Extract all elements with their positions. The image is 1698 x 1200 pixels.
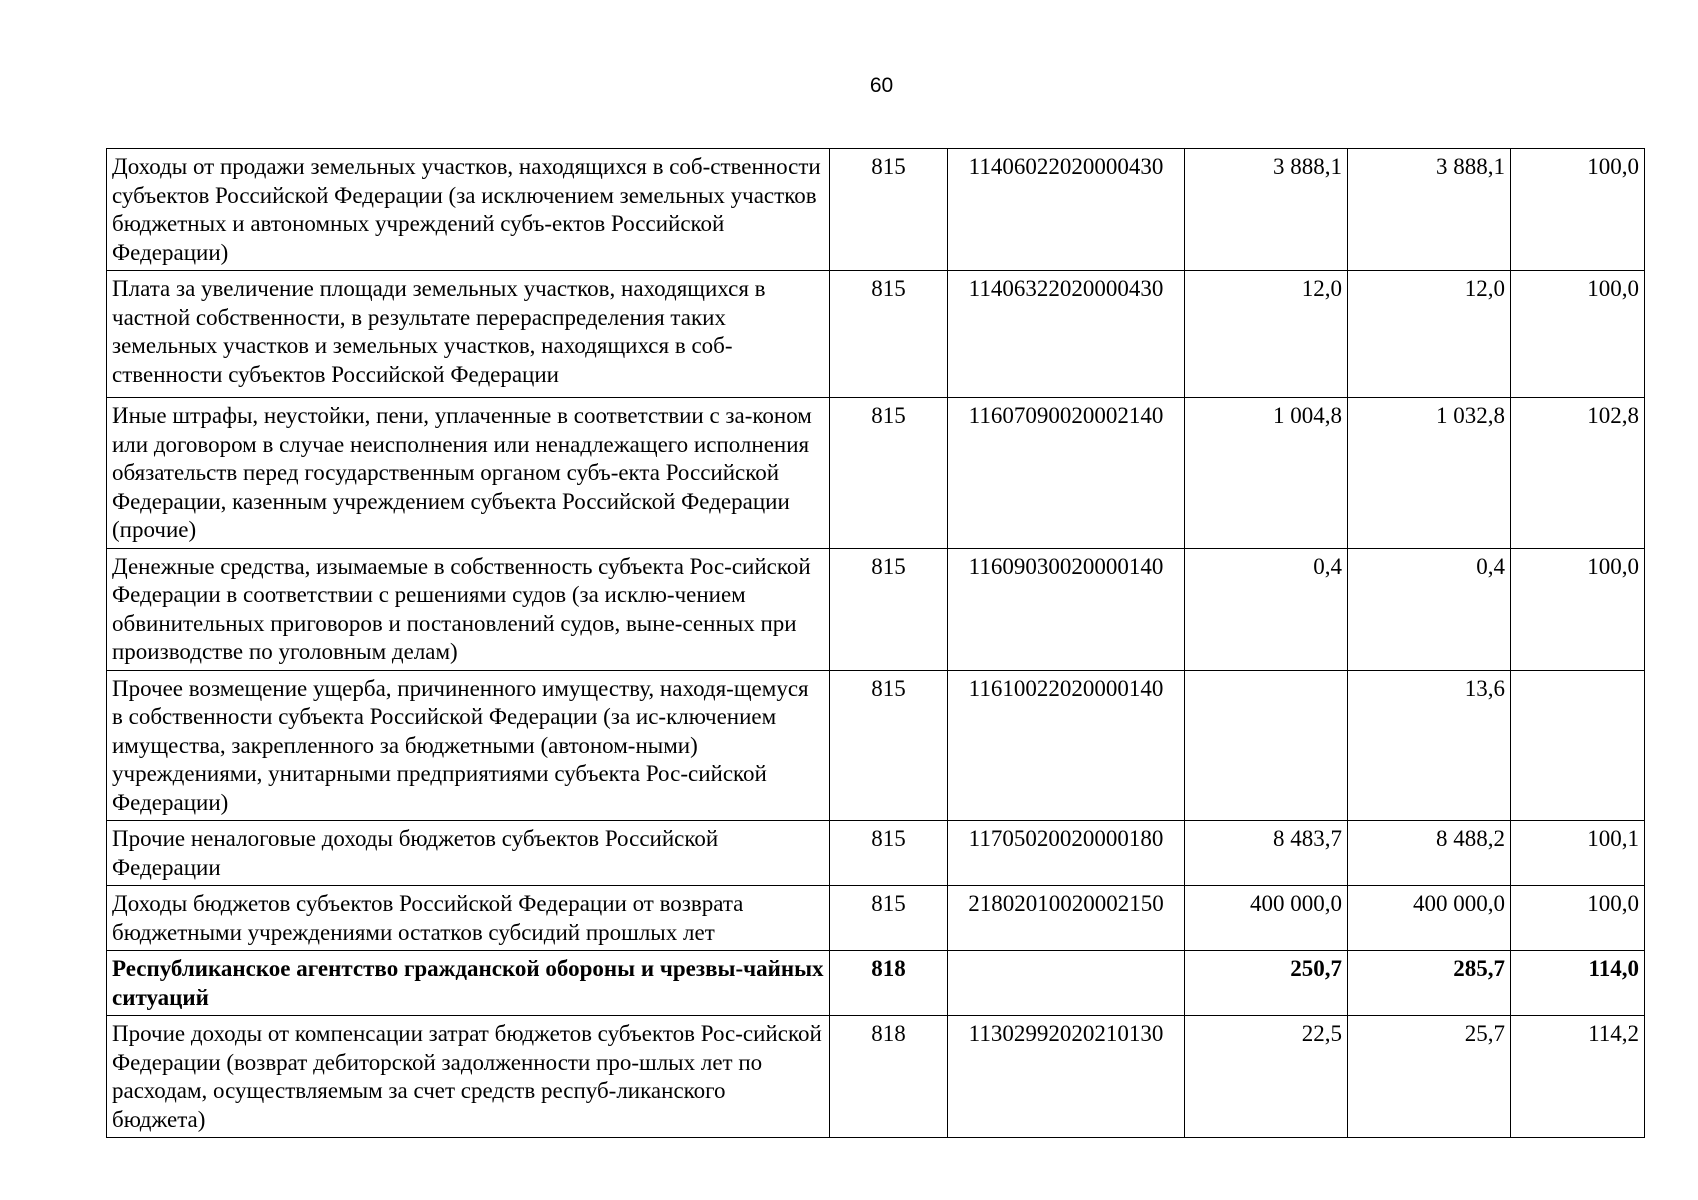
- cell-budget-code: 11705020020000180: [948, 821, 1185, 886]
- cell-percent: 114,0: [1511, 951, 1645, 1016]
- cell-percent: 100,0: [1511, 149, 1645, 271]
- cell-percent: 100,0: [1511, 548, 1645, 670]
- cell-budget-code: 11610022020000140: [948, 670, 1185, 821]
- cell-description: Денежные средства, изымаемые в собственность субъекта Рос-сийской Федерации в соответствии с решениями судов (за исклю-чением обвинительных приговоров и постановлений судов, выне-сенных при производстве по уголовным делам): [107, 548, 830, 670]
- cell-budget-code: 11406322020000430: [948, 271, 1185, 398]
- table-row: [107, 821, 1645, 886]
- cell-budget-code: [948, 951, 1185, 1016]
- table-body: [107, 149, 1645, 1138]
- cell-budget-code: 11609030020000140: [948, 548, 1185, 670]
- cell-actual: 13,6: [1348, 670, 1511, 821]
- cell-plan: 1 004,8: [1185, 398, 1348, 549]
- cell-admin-code: 815: [830, 548, 948, 670]
- cell-plan: 22,5: [1185, 1016, 1348, 1138]
- cell-admin-code: 815: [830, 149, 948, 271]
- cell-actual: 400 000,0: [1348, 886, 1511, 951]
- cell-plan: 250,7: [1185, 951, 1348, 1016]
- cell-description: Плата за увеличение площади земельных участков, находящихся в частной собственности, в результате перераспределения таких земельных участков и земельных участков, находящихся в соб-ственности субъектов Российской Федерации: [107, 271, 830, 398]
- cell-percent: [1511, 670, 1645, 821]
- cell-plan: 12,0: [1185, 271, 1348, 398]
- cell-admin-code: 818: [830, 1016, 948, 1138]
- cell-description: Иные штрафы, неустойки, пени, уплаченные в соответствии с за-коном или договором в случае неисполнения или ненадлежащего исполнения обязательств перед государственным органом субъ-екта Российской Федерации, казенным учреждением субъекта Российской Федерации (прочие): [107, 398, 830, 549]
- cell-percent: 100,0: [1511, 886, 1645, 951]
- table-row: [107, 1016, 1645, 1138]
- page-number: 60: [869, 74, 894, 97]
- table-row: [107, 149, 1645, 271]
- cell-actual: 0,4: [1348, 548, 1511, 670]
- table-row: [107, 548, 1645, 670]
- cell-admin-code: 815: [830, 886, 948, 951]
- cell-plan: 0,4: [1185, 548, 1348, 670]
- cell-plan: 8 483,7: [1185, 821, 1348, 886]
- cell-actual: 3 888,1: [1348, 149, 1511, 271]
- cell-budget-code: 11607090020002140: [948, 398, 1185, 549]
- cell-description: Прочие доходы от компенсации затрат бюджетов субъектов Рос-сийской Федерации (возврат дебиторской задолженности про-шлых лет по расходам, осуществляемым за счет средств респуб-ликанского бюджета): [107, 1016, 830, 1138]
- cell-description: Прочие неналоговые доходы бюджетов субъектов Российской Федерации: [107, 821, 830, 886]
- cell-percent: 100,1: [1511, 821, 1645, 886]
- cell-admin-code: 818: [830, 951, 948, 1016]
- table-row: [107, 398, 1645, 549]
- table-row: [107, 886, 1645, 951]
- cell-plan: 3 888,1: [1185, 149, 1348, 271]
- revenue-table: [106, 148, 1645, 1138]
- cell-actual: 285,7: [1348, 951, 1511, 1016]
- cell-actual: 8 488,2: [1348, 821, 1511, 886]
- cell-actual: 25,7: [1348, 1016, 1511, 1138]
- cell-percent: 102,8: [1511, 398, 1645, 549]
- table-row: [107, 670, 1645, 821]
- cell-description: Доходы от продажи земельных участков, находящихся в соб-ственности субъектов Российской Федерации (за исключением земельных участков бюджетных и автономных учреждений субъ-ектов Российской Федерации): [107, 149, 830, 271]
- table-row: [107, 951, 1645, 1016]
- cell-description: Доходы бюджетов субъектов Российской Федерации от возврата бюджетными учреждениями остатков субсидий прошлых лет: [107, 886, 830, 951]
- cell-description: Республиканское агентство гражданской обороны и чрезвы-чайных ситуаций: [107, 951, 830, 1016]
- cell-admin-code: 815: [830, 398, 948, 549]
- cell-plan: [1185, 670, 1348, 821]
- cell-admin-code: 815: [830, 271, 948, 398]
- cell-admin-code: 815: [830, 821, 948, 886]
- cell-percent: 100,0: [1511, 271, 1645, 398]
- cell-plan: 400 000,0: [1185, 886, 1348, 951]
- table-row: [107, 271, 1645, 398]
- cell-description: Прочее возмещение ущерба, причиненного имуществу, находя-щемуся в собственности субъекта Российской Федерации (за ис-ключением имущества, закрепленного за бюджетными (автоном-ными) учреждениями, унитарными предприятиями субъекта Рос-сийской Федерации): [107, 670, 830, 821]
- cell-budget-code: 11302992020210130: [948, 1016, 1185, 1138]
- cell-admin-code: 815: [830, 670, 948, 821]
- cell-actual: 1 032,8: [1348, 398, 1511, 549]
- cell-percent: 114,2: [1511, 1016, 1645, 1138]
- cell-budget-code: 11406022020000430: [948, 149, 1185, 271]
- cell-budget-code: 21802010020002150: [948, 886, 1185, 951]
- cell-actual: 12,0: [1348, 271, 1511, 398]
